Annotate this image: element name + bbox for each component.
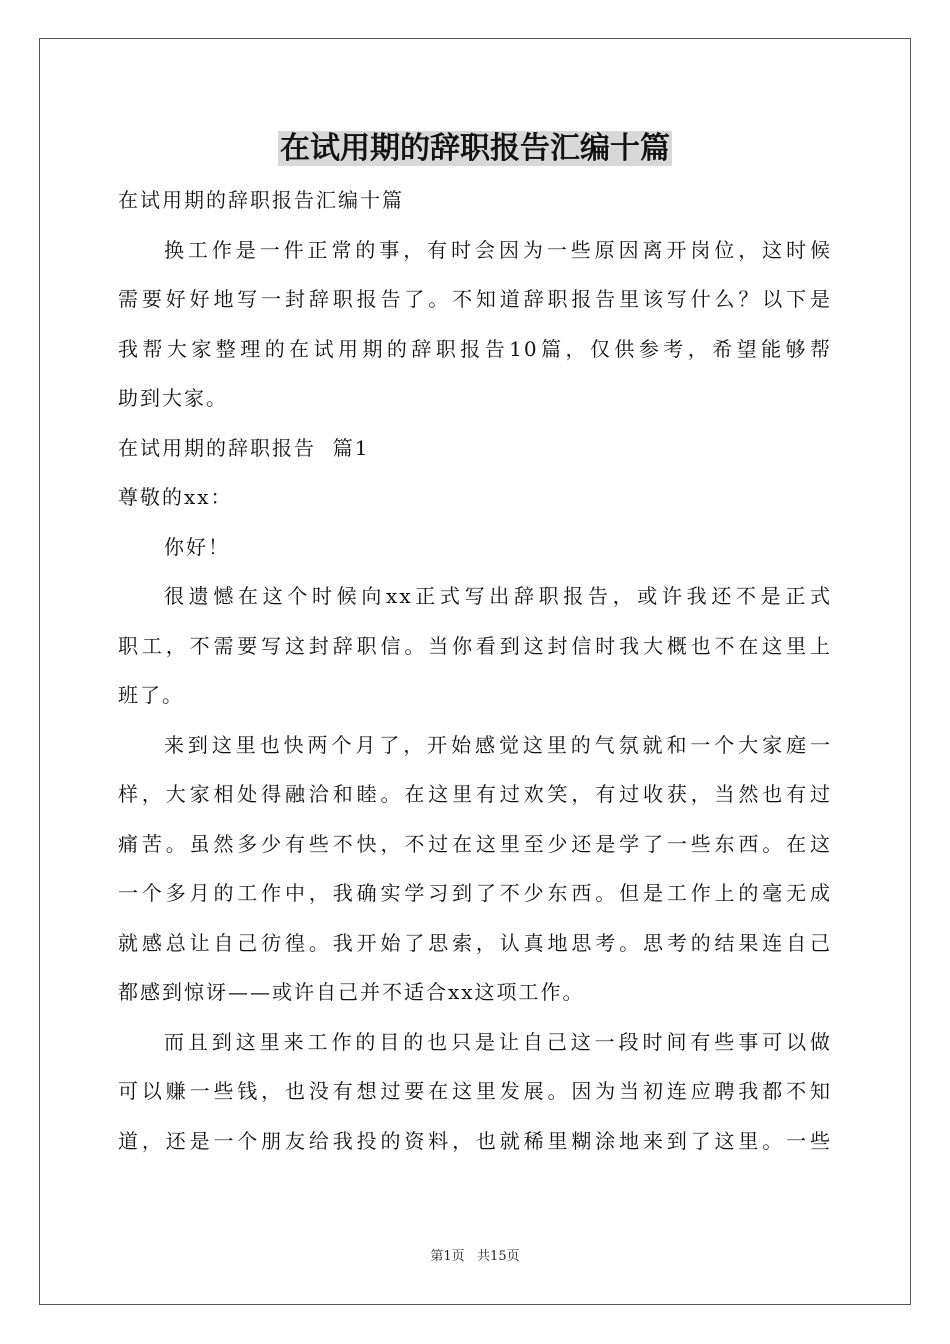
body-line: 就感总让自己彷徨。我开始了思索，认真地思考。思考的结果连自己 xyxy=(118,930,832,955)
document-title-text: 在试用期的辞职报告汇编十篇 xyxy=(280,131,670,166)
body-line: 来到这里也快两个月了，开始感觉这里的气氛就和一个大家庭一 xyxy=(164,732,832,757)
body-line: 可以赚一些钱，也没有想过要在这里发展。因为当初连应聘我都不知 xyxy=(118,1079,832,1103)
section-heading: 在试用期的辞职报告 篇1 xyxy=(118,435,370,460)
body-line: 职工，不需要写这封辞职信。当你看到这封信时我大概也不在这里上 xyxy=(118,633,832,658)
body-line: 而且到这里来工作的目的也只是让自己这一段时间有些事可以做 xyxy=(164,1029,832,1054)
document-body xyxy=(118,176,832,1166)
body-line: 班了。 xyxy=(118,683,184,707)
body-line: 换工作是一件正常的事，有时会因为一些原因离开岗位，这时候 xyxy=(164,237,832,262)
body-line: 样，大家相处得融洽和睦。在这里有过欢笑，有过收获，当然也有过 xyxy=(118,782,832,806)
body-line: 很遗憾在这个时候向xx正式写出辞职报告，或许我还不是正式 xyxy=(164,584,832,608)
greeting: 你好！ xyxy=(164,534,230,559)
salutation: 尊敬的xx： xyxy=(118,485,233,509)
document-title xyxy=(0,127,950,171)
body-line: 道，还是一个朋友给我投的资料，也就稀里糊涂地来到了这里。一些 xyxy=(118,1128,832,1153)
body-line-subtitle: 在试用期的辞职报告汇编十篇 xyxy=(118,188,404,212)
body-line: 痛苦。虽然多少有些不快，不过在这里至少还是学了一些东西。在这 xyxy=(118,831,832,856)
body-line: 助到大家。 xyxy=(118,386,228,410)
body-line: 都感到惊讶——或许自己并不适合xx这项工作。 xyxy=(118,980,585,1004)
body-line: 一个多月的工作中，我确实学习到了不少东西。但是工作上的毫无成 xyxy=(118,881,832,905)
page-number: 第1页 共15页 xyxy=(430,1249,520,1264)
body-line: 我帮大家整理的在试用期的辞职报告10篇，仅供参考，希望能够帮 xyxy=(118,336,832,361)
body-line: 需要好好地写一封辞职报告了。不知道辞职报告里该写什么？以下是 xyxy=(118,287,832,311)
page-footer xyxy=(0,1248,950,1266)
